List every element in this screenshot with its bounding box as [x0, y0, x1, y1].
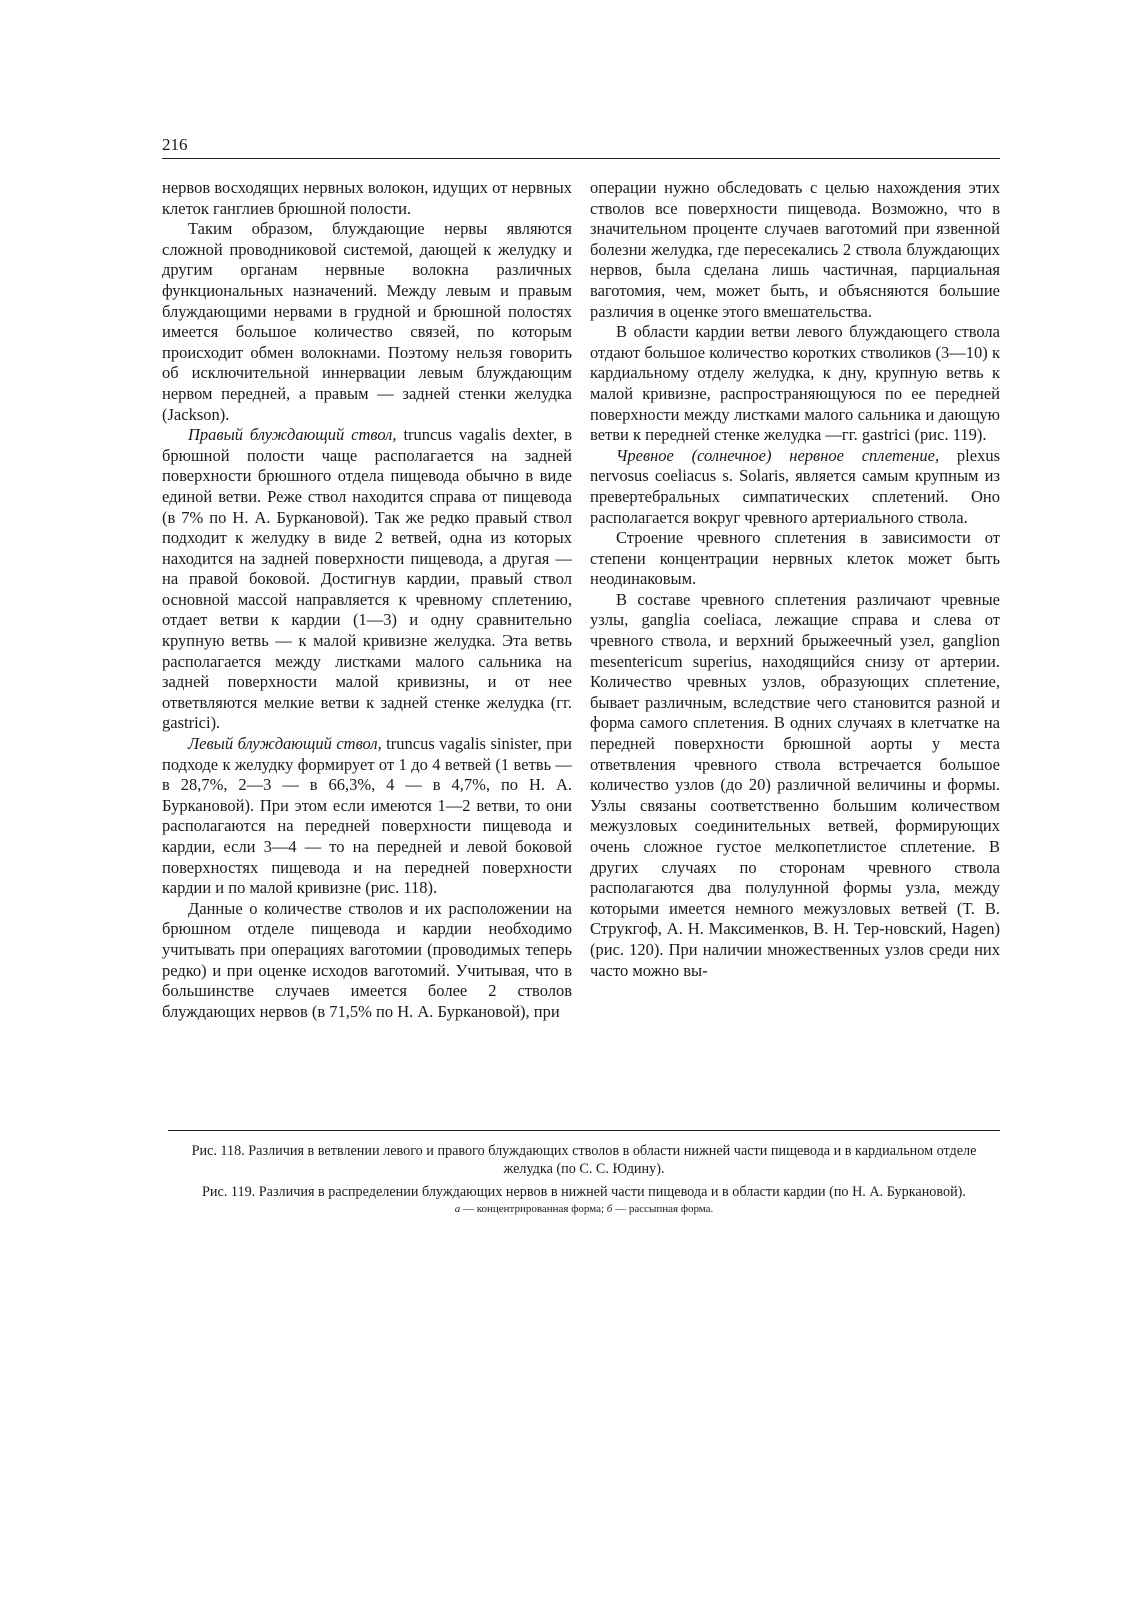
right-paragraph-5: В составе чревного сплетения различают чревные узлы, ganglia coeliaca, лежащие справа и слева от чревного ствола, и верхний брыжеечный узел, ganglion mesentericum superius, находящийся снизу от артерии. Количество чревных узлов, образующих сплетение, бывает различным, вследствие чего становится разной и форма самого сплетения. В одних случаях в клетчатке на передней поверхности брюшной аорты у места ответвления чревного ствола встречается большое количество узлов (до 20) различной величины и формы. Узлы связаны соответственно большим количеством межузловых соединительных ветвей, формирующих очень сложное густое мелкопетлистое сплетение. В других случаях по сторонам чревного ствола располагаются два полулунной формы узла, между которыми имеется немного межузловых ветвей (Т. В. Струкгоф, А. Н. Максименков, В. Н. Тер-новский, Hagen) (рис. 120). При наличии множественных узлов среди них часто можно вы- — [590, 589, 1000, 980]
left-paragraph-5: Данные о количестве стволов и их расположении на брюшном отделе пищевода и кардии необходимо учитывать при операциях ваготомии (проводимых теперь редко) и при оценке исходов ваготомий. Учитывая, что в большинстве случаев имеется более 2 стволов блуждающих нервов (в 71,5% по Н. А. Буркановой), при — [162, 898, 572, 1021]
left-paragraph-3-text: truncus vagalis dexter, в брюшной полости чаще располагается на задней поверхности брюшного отдела пищевода обычно в виде единой ветви. Реже ствол находится справа от пищевода (в 7% по Н. А. Буркановой). Так же редко правый ствол подходит к желудку в виде 2 ветвей, одна из которых находится на задней поверхности пищевода, а другая — на правой боковой. Достигнув кардии, правый ствол основной массой направляется к чревному сплетению, отдает ветви к кардии (1—3) и одну сравнительно крупную ветвь — к малой кривизне желудка. Эта ветвь располагается между листками малого сальника на задней поверхности малой кривизны, и от нее ответвляются мелкие ветви к задней стенке желудка (гг. gastrici). — [162, 425, 572, 733]
right-paragraph-3 — [590, 446, 1000, 528]
note-label-a: а — [454, 1202, 461, 1215]
caption-fig-118: Рис. 118. Различия в ветвлении левого и правого блуждающих стволов в области нижней части пищевода и в кардиальном отделе желудка (по С. С. Юдину). — [191, 1143, 977, 1177]
right-column — [590, 178, 1000, 981]
left-paragraph-4 — [162, 734, 572, 899]
left-paragraph-2: Таким образом, блуждающие нервы являются сложной проводниковой системой, дающей к желудку и другим органам нервные волокна различных функциональных назначений. Между левым и правым блуждающими нервами в грудной и брюшной полостях имеется большое количество связей, по которым происходит обмен волокнами. Поэтому нельзя говорить об исключительной иннервации левым блуждающим нервом передней, а правым — задней стенки желудка (Jackson). — [162, 219, 572, 424]
header-rule — [162, 158, 1000, 159]
note-text-a: — концентрированная форма; — [460, 1202, 607, 1215]
caption-fig-119: Рис. 119. Различия в распределении блуждающих нервов в нижней части пищевода и в области кардии (по Н. А. Буркановой). — [202, 1184, 966, 1200]
note-label-b: б — [606, 1202, 613, 1215]
term-left-vagal-trunk: Левый блуждающий ствол, — [188, 734, 382, 754]
right-paragraph-3-text: plexus nervosus coeliacus s. Solaris, является самым крупным из превертебральных симпатических сплетений. Оно располагается вокруг чревного артериального ствола. — [590, 445, 1000, 527]
term-celiac-plexus: Чревное (солнечное) нервное сплетение, — [616, 445, 940, 465]
left-paragraph-1: нервов восходящих нервных волокон, идущих от нервных клеток ганглиев брюшной полости. — [162, 178, 572, 218]
right-paragraph-4: Строение чревного сплетения в зависимости от степени концентрации нервных клеток может быть неодинаковым. — [590, 528, 1000, 589]
captions-rule — [168, 1130, 1000, 1131]
term-right-vagal-trunk: Правый блуждающий ствол, — [188, 425, 397, 445]
left-paragraph-3 — [162, 425, 572, 734]
caption-fig-119-note — [168, 1202, 1000, 1216]
left-paragraph-4-text: truncus vagalis sinister, при подходе к желудку формирует от 1 до 4 ветвей (1 ветвь — в 28,7%, 2—3 — в 66,3%, 4 — в 4,7%, по Н. А. Буркановой). При этом если имеются 1—2 ветви, то они располагаются на передней поверхности пищевода и кардии, если 3—4 — то на передней и левой боковой поверхностях пищевода и на передней поверхности кардии и по малой кривизне (рис. 118). — [162, 734, 572, 898]
right-paragraph-2: В области кардии ветви левого блуждающего ствола отдают большое количество коротких стволиков (3—10) к кардиальному отделу желудка, к дну, крупную ветвь к малой кривизне, распространяющуюся по ее передней поверхности между листками малого сальника и дающую ветви к передней стенке желудка —гг. gastrici (рис. 119). — [590, 322, 1000, 445]
page-number: 216 — [162, 135, 188, 154]
right-paragraph-1: операции нужно обследовать с целью нахождения этих стволов все поверхности пищевода. Возможно, что в значительном проценте случаев ваготомий при язвенной болезни желудка, где пересекались 2 ствола блуждающих нервов, была сделана лишь частичная, парциальная ваготомия, чем, может быть, и объясняются большие различия в оценке этого вмешательства. — [590, 178, 1000, 321]
note-text-b: — рассыпная форма. — [612, 1202, 714, 1215]
left-column — [162, 178, 572, 1022]
figure-captions — [168, 1143, 1000, 1216]
